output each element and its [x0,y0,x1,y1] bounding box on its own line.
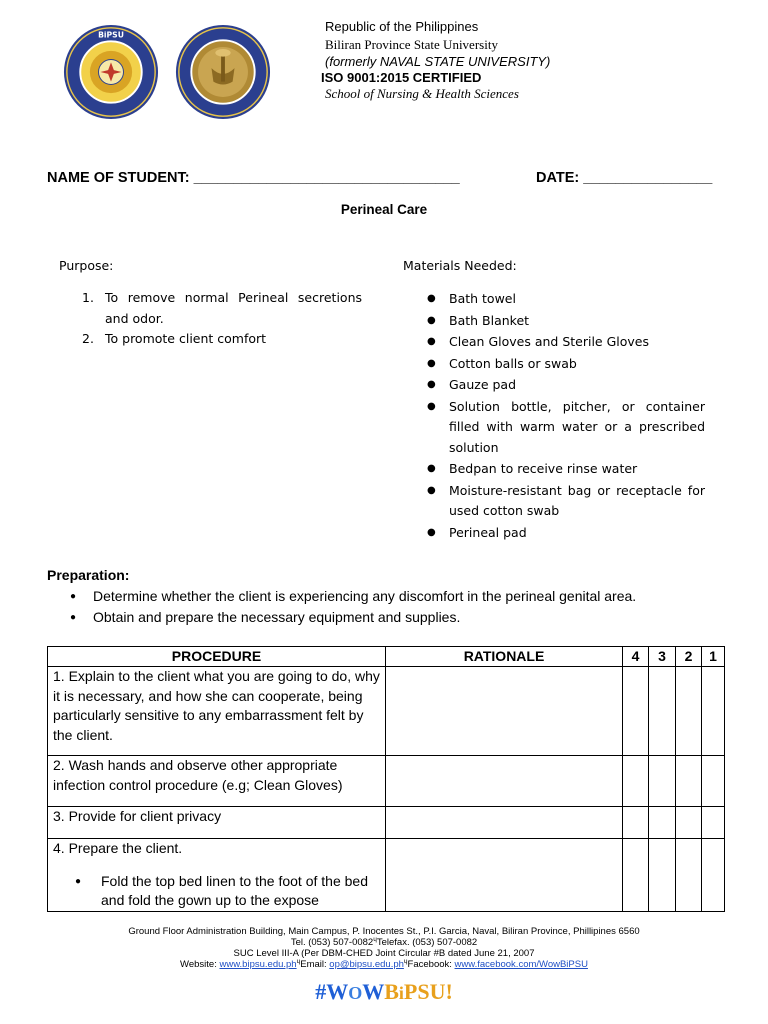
list-text: Determine whether the client is experiencing any discomfort in the perineal genital area. [93,588,637,604]
procedure-text: 4. Prepare the client. [53,840,183,856]
bullet-icon: ● [427,379,436,390]
table-row [48,756,725,807]
header-school: School of Nursing & Health Sciences [325,86,519,101]
website-label: Website: [180,959,220,970]
header-university: Biliran Province State University [325,37,498,52]
header-score-2: 2 [676,647,702,667]
score-cell[interactable] [676,839,702,912]
score-cell[interactable] [649,807,676,839]
score-cell[interactable] [649,839,676,912]
facebook-link[interactable]: www.facebook.com/WowBiPSU [454,959,588,970]
table-row [48,807,725,839]
purpose-list [82,288,362,350]
list-text: Gauze pad [449,377,517,392]
bullet-icon: ● [427,400,436,412]
header-rationale: RATIONALE [386,647,623,667]
score-cell[interactable] [676,667,702,756]
email-link[interactable]: op@bipsu.edu.ph [329,959,404,970]
preparation-heading: Preparation: [47,567,130,583]
rationale-cell[interactable] [386,807,623,839]
footer-address: Ground Floor Administration Building, Main Campus, P. Inocentes St., P.I. Garcia, Naval, Biliran Province, Phillipines 6560 [128,926,640,937]
bullet-icon: ● [427,484,436,496]
list-item [427,354,705,375]
bullet-icon: ● [75,875,82,887]
list-text: Bath Blanket [449,312,530,328]
bullet-icon: ● [70,591,77,602]
procedure-cell: 2. Wash hands and observe other appropriate infection control procedure (e.g; Clean Gloves) [48,756,386,807]
score-cell[interactable] [649,756,676,807]
materials-heading: Materials Needed: [403,258,517,273]
list-item [427,311,705,332]
header-republic: Republic of the Philippines [325,19,479,34]
date-field: DATE: ________________ [536,170,713,186]
footer-phone: Tel. (053) 507-0082ᶣTelefax. (053) 507-0082 [290,937,478,948]
bullet-icon: ● [427,463,436,474]
header-procedure: PROCEDURE [48,647,386,667]
procedure-cell: 3. Provide for client privacy [48,807,386,839]
procedure-cell: 1. Explain to the client what you are going to do, why it is necessary, and how she can cooperate, being particularly sensitive to any embarrassment felt by the client. [48,667,386,756]
preparation-list [70,586,636,628]
facebook-label: ᶣFacebook: [403,959,455,970]
header-formerly: (formerly NAVAL STATE UNIVERSITY) [325,54,551,69]
header-score-4: 4 [623,647,649,667]
list-item [427,375,705,396]
score-cell[interactable] [702,667,725,756]
list-text: Perineal pad [449,524,527,540]
email-label: ᶣEmail: [296,959,330,970]
bullet-icon: ● [427,526,436,538]
wowbipsu-hashtag-logo: #WOWBiPSU! [315,979,453,1004]
sub-step [53,872,380,911]
list-text: Bedpan to receive rinse water [449,461,638,476]
bullet-icon: ● [427,293,436,304]
list-text: Solution bottle, pitcher, or container filled with warm water or a prescribed solution [449,398,705,455]
website-link[interactable]: www.bipsu.edu.ph [219,959,297,970]
header-iso: ISO 9001:2015 CERTIFIED [321,70,482,85]
list-text: To promote client comfort [105,331,267,346]
rationale-cell[interactable] [386,756,623,807]
score-cell[interactable] [623,839,649,912]
list-text: Bath towel [449,291,516,306]
score-cell[interactable] [623,807,649,839]
score-cell[interactable] [702,839,725,912]
rationale-cell[interactable] [386,667,623,756]
score-cell[interactable] [623,756,649,807]
bullet-icon: ● [70,612,77,623]
table-row [48,667,725,756]
list-text: Clean Gloves and Sterile Gloves [449,334,649,349]
header-score-1: 1 [702,647,725,667]
list-text: Moisture-resistant bag or receptacle for used cotton swab [449,482,705,518]
bullet-icon: ● [427,336,436,347]
svg-text:BiPSU: BiPSU [98,30,124,40]
list-item [82,288,362,329]
procedure-table [47,646,725,912]
rationale-cell[interactable] [386,839,623,912]
header-score-3: 3 [649,647,676,667]
list-text: To remove normal Perineal secretions and odor. [105,290,362,326]
footer-contacts [0,960,768,971]
table-header-row [48,647,725,667]
list-item [70,586,636,607]
table-row [48,839,725,912]
list-item [427,397,705,459]
bipsu-seal-logo [63,24,159,120]
score-cell[interactable] [649,667,676,756]
list-item [427,459,705,480]
score-cell[interactable] [623,667,649,756]
list-text: Cotton balls or swab [449,355,577,371]
sub-step-text: Fold the top bed linen to the foot of the bed and fold the gown up to the expose [101,872,368,908]
list-item [427,332,705,353]
list-item [82,329,362,350]
list-item [70,607,636,628]
list-item [427,481,705,522]
materials-list [427,289,705,544]
nursing-school-seal-logo [175,24,271,120]
list-number: 1. [82,290,94,305]
document-title: Perineal Care [340,202,428,217]
bullet-icon: ● [427,357,436,369]
score-cell[interactable] [676,756,702,807]
list-item [427,523,705,544]
score-cell[interactable] [702,756,725,807]
bullet-icon: ● [427,314,436,326]
score-cell[interactable] [702,807,725,839]
footer-suc-level: SUC Level III-A (Per DBM-CHED Joint Circular #B dated June 21, 2007 [233,948,535,959]
score-cell[interactable] [676,807,702,839]
list-number: 2. [82,331,94,346]
list-item [427,289,705,310]
list-text: Obtain and prepare the necessary equipment and supplies. [93,609,461,625]
student-name-field: NAME OF STUDENT: _________________________________ [47,170,460,186]
purpose-heading: Purpose: [59,258,114,273]
procedure-cell [48,839,386,912]
